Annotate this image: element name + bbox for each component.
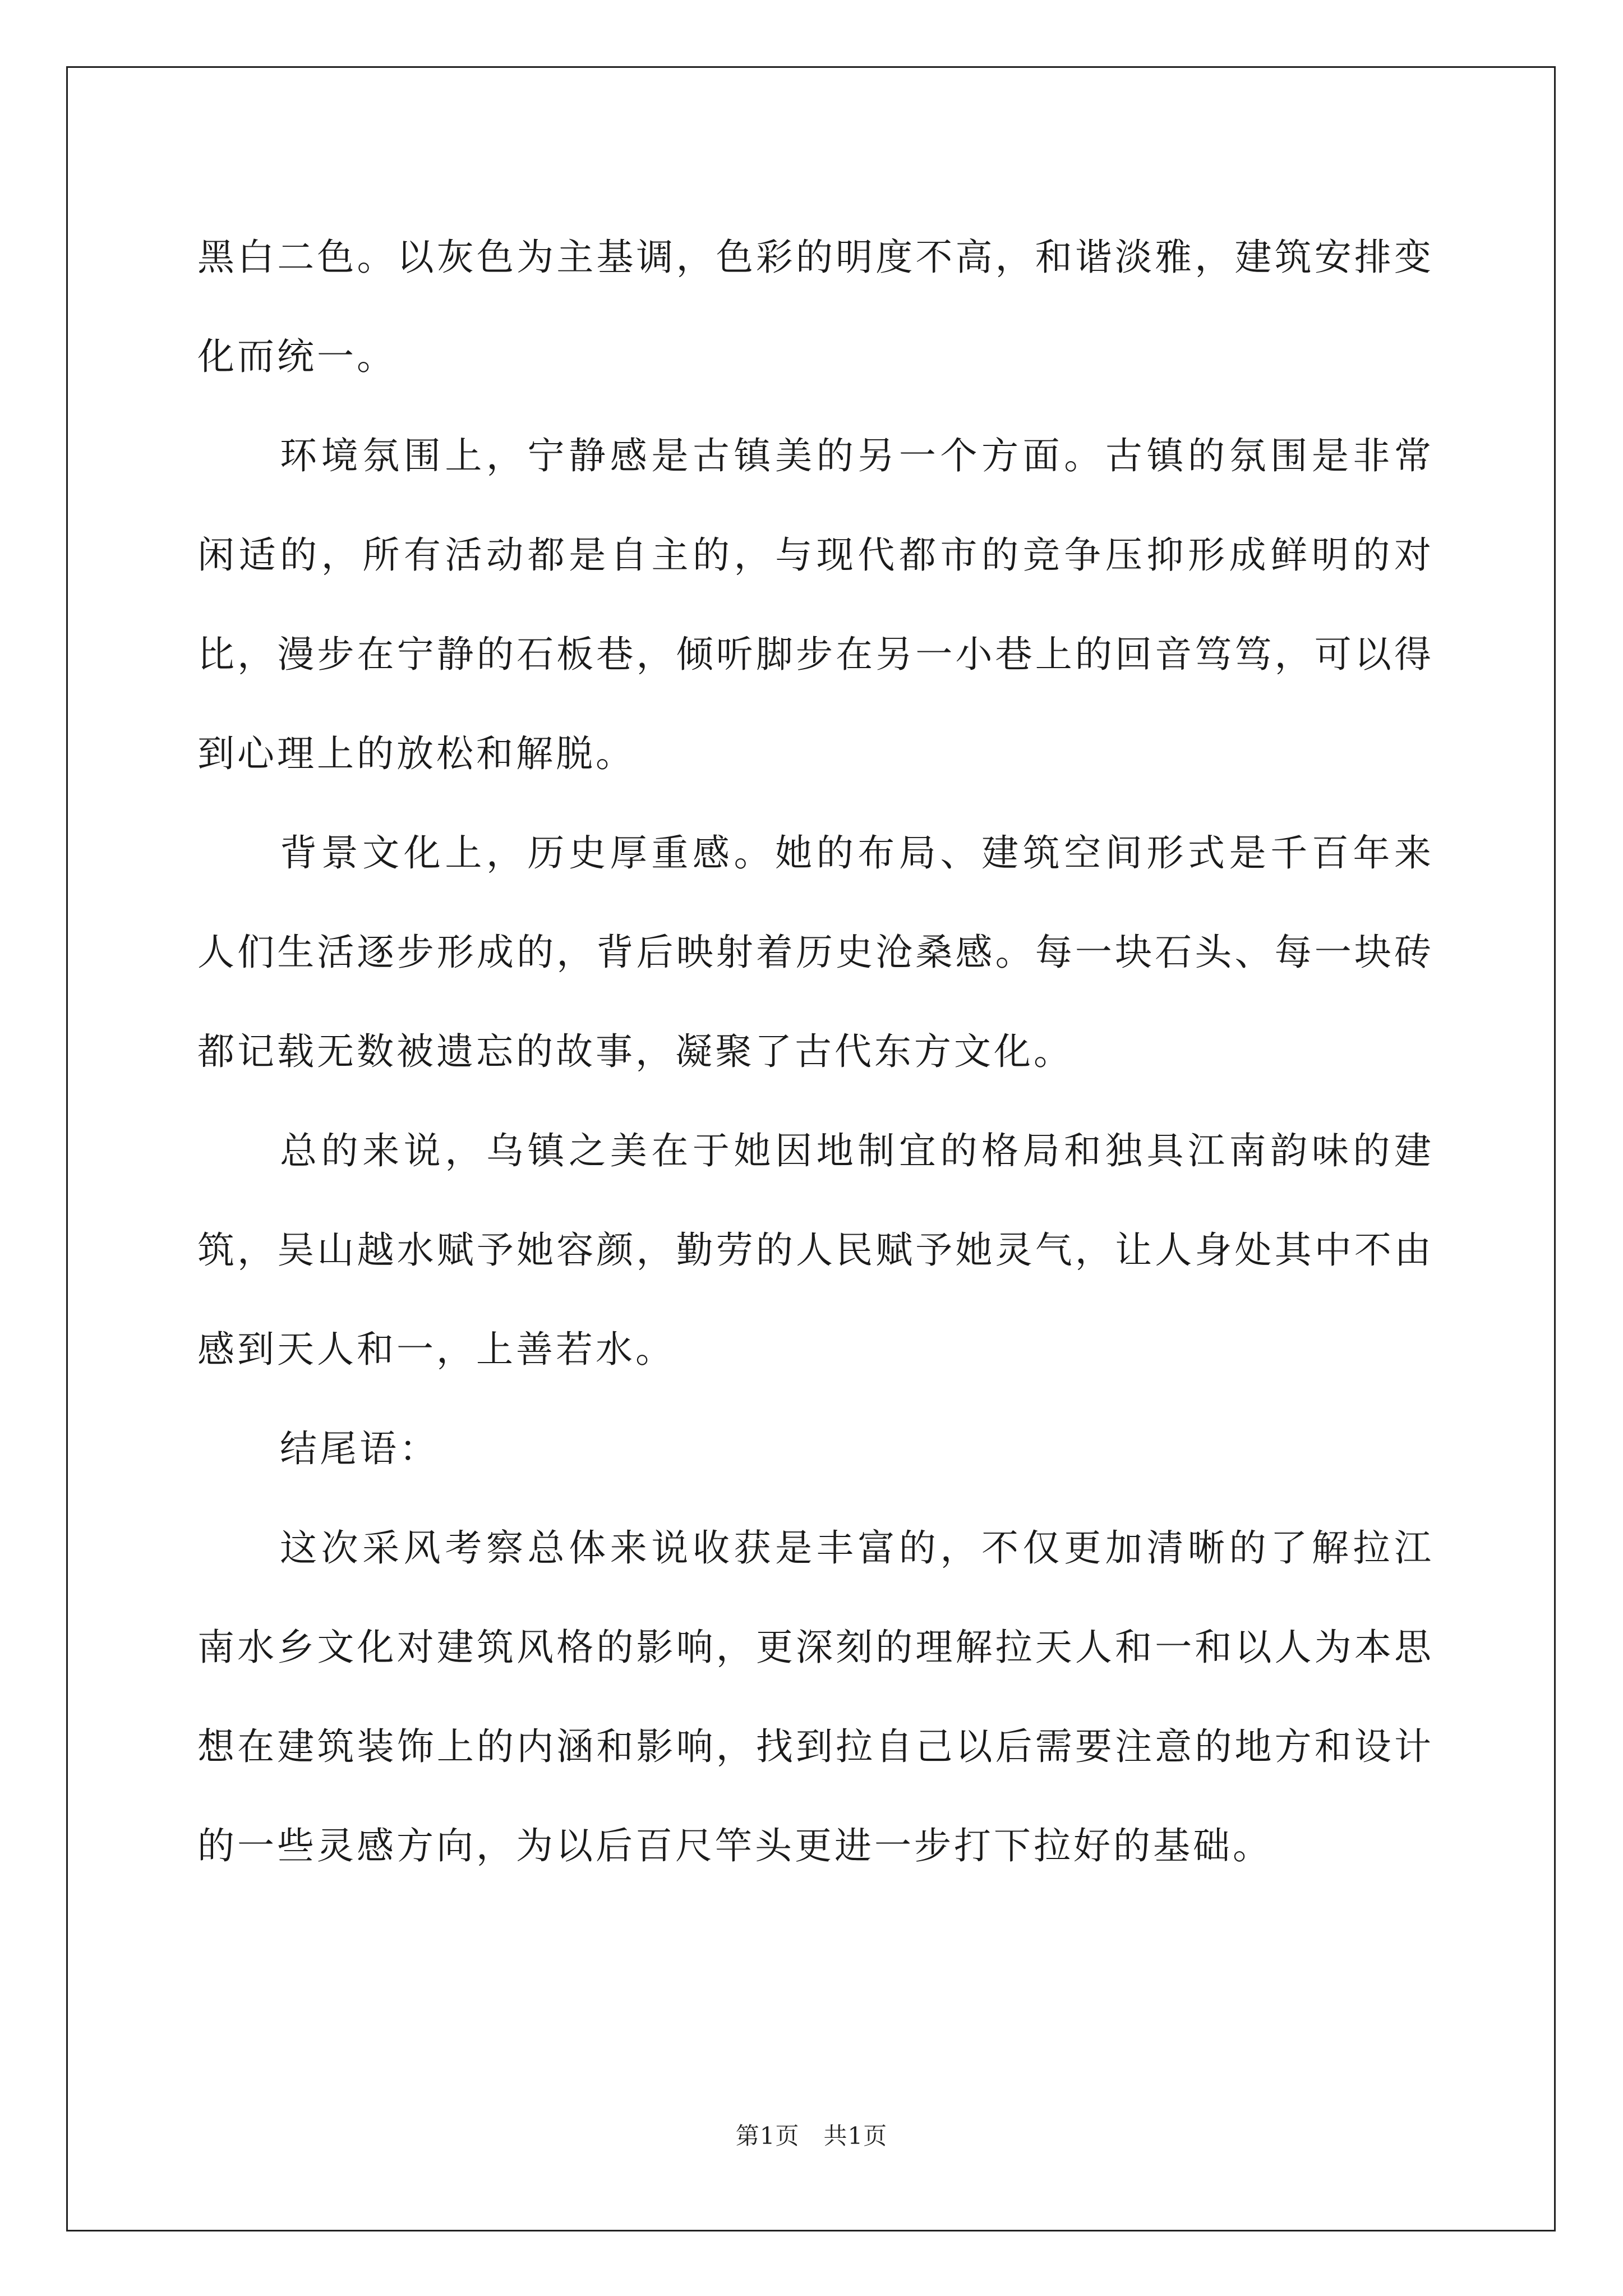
paragraph-4: 总的来说，乌镇之美在于她因地制宜的格局和独具江南韵味的建筑，吴山越水赋予她容颜，勤劳的人民赋予她灵气，让人身处其中不由感到天人和一，上善若水。 — [197, 1129, 1434, 1371]
paragraph-6: 这次采风考察总体来说收获是丰富的，不仅更加清晰的了解拉江南水乡文化对建筑风格的影响，更深刻的理解拉天人和一和以人为本思想在建筑装饰上的内涵和影响，找到拉自己以后需要注意的地方和设计的一些灵感方向，为以后百尺竿头更进一步打下拉好的基础。 — [197, 1526, 1434, 1867]
page-footer — [0, 2119, 1623, 2153]
paragraph-1: 黑白二色。以灰色为主基调，色彩的明度不高，和谐淡雅，建筑安排变化而统一。 — [197, 236, 1434, 378]
paragraph-2: 环境氛围上，宁静感是古镇美的另一个方面。古镇的氛围是非常闲适的，所有活动都是自主的，与现代都市的竞争压抑形成鲜明的对比，漫步在宁静的石板巷，倾听脚步在另一小巷上的回音笃笃，可以得到心理上的放松和解脱。 — [197, 434, 1434, 775]
closing-heading: 结尾语： — [280, 1427, 439, 1470]
paragraph-3: 背景文化上，历史厚重感。她的布局、建筑空间形式是千百年来人们生活逐步形成的，背后映射着历史沧桑感。每一块石头、每一块砖都记载无数被遗忘的故事，凝聚了古代东方文化。 — [197, 831, 1434, 1073]
page-number: 第1页 — [735, 2122, 800, 2150]
page-total: 共1页 — [823, 2122, 888, 2150]
document-body — [197, 208, 1434, 1895]
